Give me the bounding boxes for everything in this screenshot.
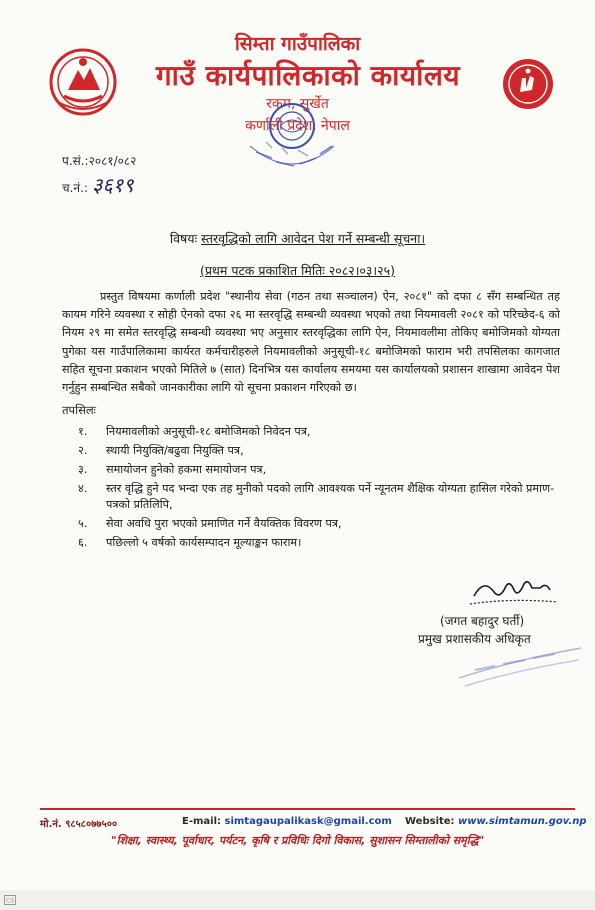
reference-number <box>62 152 136 169</box>
subject-text: स्तरवृद्धिको लागि आवेदन पेश गर्ने सम्बन्धी सूचना। <box>201 231 426 246</box>
list-item-text: पछिल्लो ५ वर्षको कार्यसम्पादन मूल्याङ्कन फाराम। <box>106 536 302 549</box>
list-item-text: सेवा अवधि पुरा भएको प्रमाणित गर्ने वैयक्तिक विवरण पत्र, <box>106 517 342 530</box>
reference-number-label: प.सं.: <box>62 154 89 168</box>
scanner-logo-icon <box>4 895 16 905</box>
list-item-number: ६. <box>78 536 88 549</box>
attachments-heading: तपसिलः <box>62 403 96 417</box>
office-stamp <box>242 96 342 188</box>
list-item-text: स्तर वृद्धि हुने पद भन्दा एक तह मुनीको पदको लागि आवश्यक पर्ने न्यूनतम शैक्षिक योग्यता हासिल गरेको प्रमाण-पत्रको प्रतिलिपि, <box>106 482 555 511</box>
reference-number-value: २०८१/०८२ <box>88 154 137 168</box>
footer-email <box>182 816 392 827</box>
list-item-text: स्थायी नियुक्ति/बढुवा नियुक्ति पत्र, <box>106 444 244 457</box>
list-item <box>78 424 568 440</box>
publication-date-text: (प्रथम पटक प्रकाशित मितिः २०८२।०३।२५) <box>199 263 396 278</box>
letterhead-municipality-name: सिम्ता गाउँपालिका <box>234 33 361 55</box>
svg-text:CS: CS <box>6 897 14 905</box>
subject-label: विषयः <box>169 231 198 246</box>
list-item <box>78 481 568 513</box>
required-documents-list <box>78 424 568 554</box>
list-item-number: ४. <box>78 482 88 495</box>
list-item <box>78 516 568 532</box>
dispatch-number-value: ३६१९ <box>91 173 134 197</box>
footer-email-link[interactable]: simtagaupalikask@gmail.com <box>224 816 392 827</box>
list-item <box>78 462 568 478</box>
letterhead-location: रकम, सुर्खेत <box>266 96 329 112</box>
signatory-name: (जगत बहादुर घर्ती) <box>440 614 525 628</box>
dispatch-number <box>62 171 134 198</box>
list-item-number: २. <box>78 444 88 457</box>
footer-website-label: Website: <box>405 816 455 827</box>
dispatch-number-label: च.नं.: <box>62 181 88 195</box>
list-item-text: समायोजन हुनेको हकमा समायोजन पत्र, <box>106 463 267 476</box>
publication-date <box>0 262 595 279</box>
signatory-title: प्रमुख प्रशासकीय अधिकृत <box>418 632 531 646</box>
list-item <box>78 535 568 551</box>
notice-body-text: प्रस्तुत विषयमा कर्णाली प्रदेश "स्थानीय सेवा (गठन तथा सञ्चालन) ऐन, २०८१" को दफा ८ सँग सम्बन्धित तह कायम गरिने व्यवस्था र सोही ऐनको दफा २६ मा स्तरवृद्धि सम्बन्धी व्यवस्था भएको तथा नियमावली २०८१ को परिच्छेद-६ को नियम २९ मा समेत स्तरवृद्धि सम्बन्धी व्यवस्था भए अनुसार स्तरवृद्धिका लागि ऐन, नियमावलीमा तोकिए बमोजिमको योग्यता पुगेका यस गाउँपालिकामा कार्यरत कर्मचारीहरुले नियमावलीको अनुसूची-१८ बमोजिमको फाराम भरी तपसिलका कागजात सहित सूचना प्रकाशन भएको मितिले ७ (सात) दिनभित्र यस कार्यालय समयमा यस कार्यालयको प्रशासन शाखामा आवेदन पेश गर्नुहुन सम्बन्धित सबैको जानकारीका लागि यो सूचना प्रकाशन गरिएको छ। <box>62 290 560 395</box>
letterhead-office-name: गाउँ कार्यपालिकाको कार्यालय <box>155 59 461 92</box>
notice-subject <box>0 230 595 247</box>
list-item <box>78 443 568 459</box>
list-item-number: ३. <box>78 463 88 476</box>
footer-phone: मो.नं. ९८५८०७७५०० <box>40 819 118 830</box>
footer-website <box>405 816 587 827</box>
list-item-number: ५. <box>78 517 88 530</box>
footer-website-link[interactable]: www.simtamun.gov.np <box>458 816 587 827</box>
letterhead-province: कर्णाली प्रदेश, नेपाल <box>245 118 350 134</box>
list-item-text: नियमावलीको अनुसूची-१८ बमोजिमको निवेदन पत्र, <box>106 425 311 438</box>
handwritten-signature <box>470 572 560 608</box>
list-item-number: १. <box>78 425 88 438</box>
designation-stamp <box>455 640 585 690</box>
footer-divider <box>40 808 575 810</box>
footer-motto: "शिक्षा, स्वास्थ्य, पूर्वाधार, पर्यटन, कृषि र प्रविधिः दिगो विकास, सुशासन सिम्तालीको समृद्धि" <box>110 834 485 847</box>
footer-email-label: E-mail: <box>182 816 222 827</box>
notice-body <box>62 288 560 397</box>
scanner-strip <box>0 890 595 910</box>
